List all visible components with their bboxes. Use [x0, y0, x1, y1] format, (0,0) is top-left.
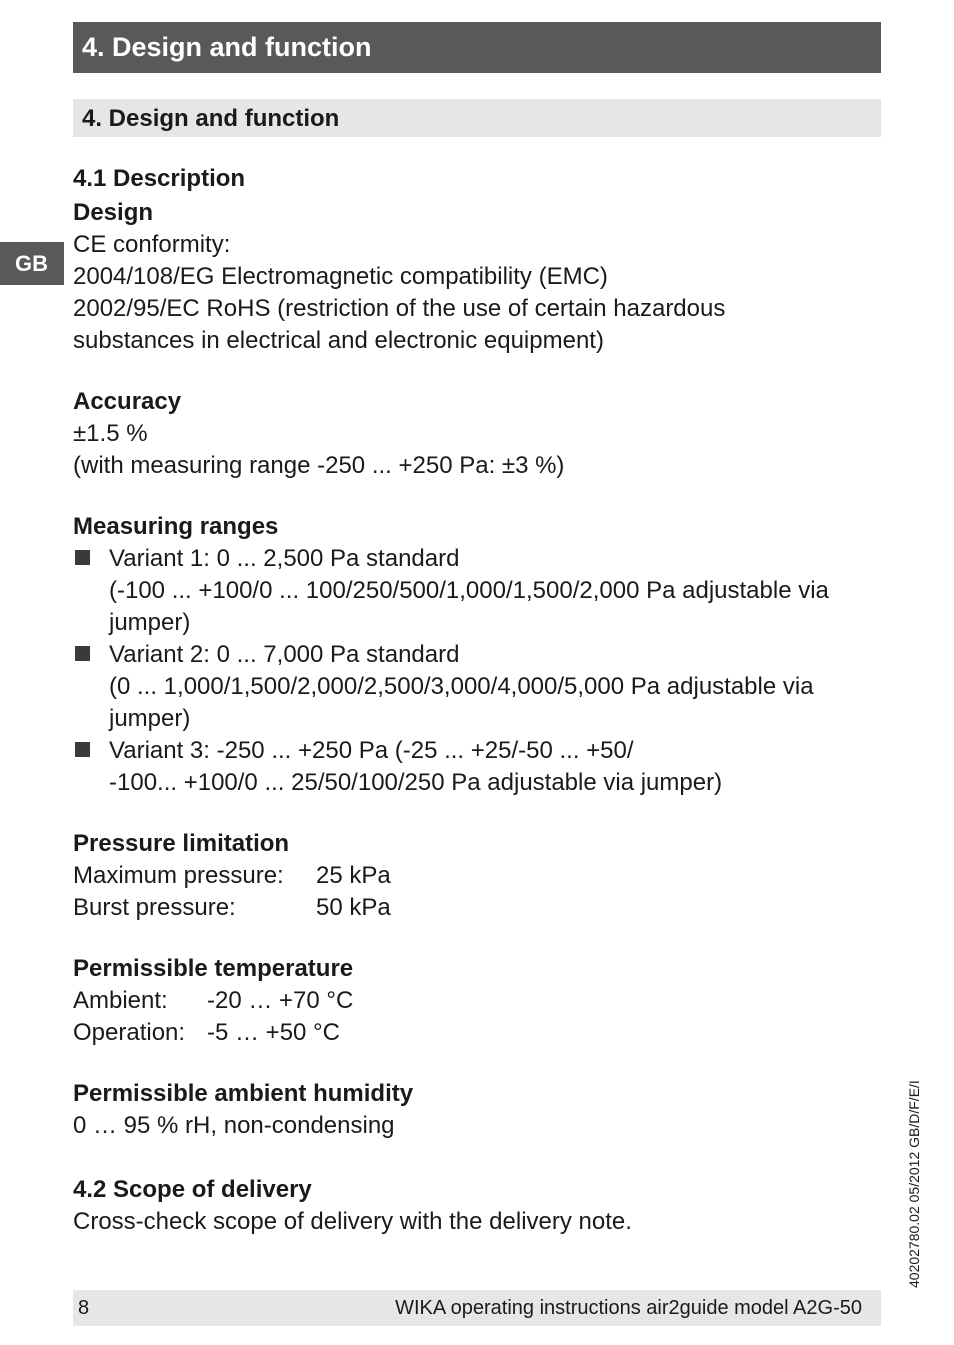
design-line: 2004/108/EG Electromagnetic compatibility (EMC)	[73, 263, 608, 290]
delivery-text: Cross-check scope of delivery with the delivery note.	[73, 1208, 632, 1235]
description-heading: 4.1 Description	[73, 165, 246, 192]
language-tab: GB	[0, 242, 64, 285]
page-footer	[73, 1290, 881, 1326]
humidity-heading: Permissible ambient humidity	[73, 1080, 414, 1107]
pressure-limitation-heading: Pressure limitation	[73, 830, 290, 857]
accuracy-line: (with measuring range -250 ... +250 Pa: ±3 %)	[73, 452, 565, 479]
temperature-row	[73, 985, 881, 1017]
bullet-square-icon	[75, 646, 90, 661]
bullet-square-icon	[75, 550, 90, 565]
pressure-value: 25 kPa	[316, 862, 391, 889]
humidity-text: 0 … 95 % rH, non-condensing	[73, 1112, 395, 1139]
range-line: Variant 1: 0 ... 2,500 Pa standard	[109, 545, 460, 572]
design-line: substances in electrical and electronic equipment)	[73, 327, 604, 354]
range-line: jumper)	[109, 609, 191, 636]
range-line: Variant 3: -250 ... +250 Pa (-25 ... +25/-50 ... +50/	[109, 737, 634, 764]
document-code: 40202780.02 05/2012 GB/D/F/E/I	[906, 1080, 922, 1288]
chapter-header: 4. Design and function	[73, 22, 881, 73]
temperature-value: -5 … +50 °C	[207, 1019, 340, 1046]
range-line: -100... +100/0 ... 25/50/100/250 Pa adjustable via jumper)	[109, 769, 723, 796]
range-line: (-100 ... +100/0 ... 100/250/500/1,000/1,500/2,000 Pa adjustable via	[109, 577, 829, 604]
temperature-label: Operation:	[73, 1019, 186, 1046]
range-line: Variant 2: 0 ... 7,000 Pa standard	[109, 641, 460, 668]
pressure-row	[73, 892, 881, 924]
bullet-square-icon	[75, 742, 90, 757]
range-line: (0 ... 1,000/1,500/2,000/2,500/3,000/4,000/5,000 Pa adjustable via	[109, 673, 814, 700]
page-number: 8	[78, 1297, 90, 1319]
design-line: CE conformity:	[73, 231, 231, 258]
measuring-ranges-list	[73, 543, 881, 799]
footer-title: WIKA operating instructions air2guide model A2G-50	[395, 1297, 862, 1319]
delivery-heading: 4.2 Scope of delivery	[73, 1176, 312, 1203]
section-title: 4. Design and function	[73, 99, 881, 137]
list-item	[73, 543, 881, 639]
pressure-label: Burst pressure:	[73, 894, 236, 921]
design-line: 2002/95/EC RoHS (restriction of the use of certain hazardous	[73, 295, 726, 322]
range-line: jumper)	[109, 705, 191, 732]
temperature-row	[73, 1017, 881, 1049]
temperature-heading: Permissible temperature	[73, 955, 354, 982]
temperature-label: Ambient:	[73, 987, 168, 1014]
design-heading: Design	[73, 199, 154, 226]
pressure-label: Maximum pressure:	[73, 862, 284, 889]
pressure-row	[73, 860, 881, 892]
list-item	[73, 735, 881, 799]
accuracy-line: ±1.5 %	[73, 420, 148, 447]
temperature-value: -20 … +70 °C	[207, 987, 354, 1014]
measuring-ranges-heading: Measuring ranges	[73, 513, 279, 540]
main-content	[73, 163, 881, 1238]
pressure-value: 50 kPa	[316, 894, 391, 921]
list-item	[73, 639, 881, 735]
accuracy-heading: Accuracy	[73, 388, 182, 415]
